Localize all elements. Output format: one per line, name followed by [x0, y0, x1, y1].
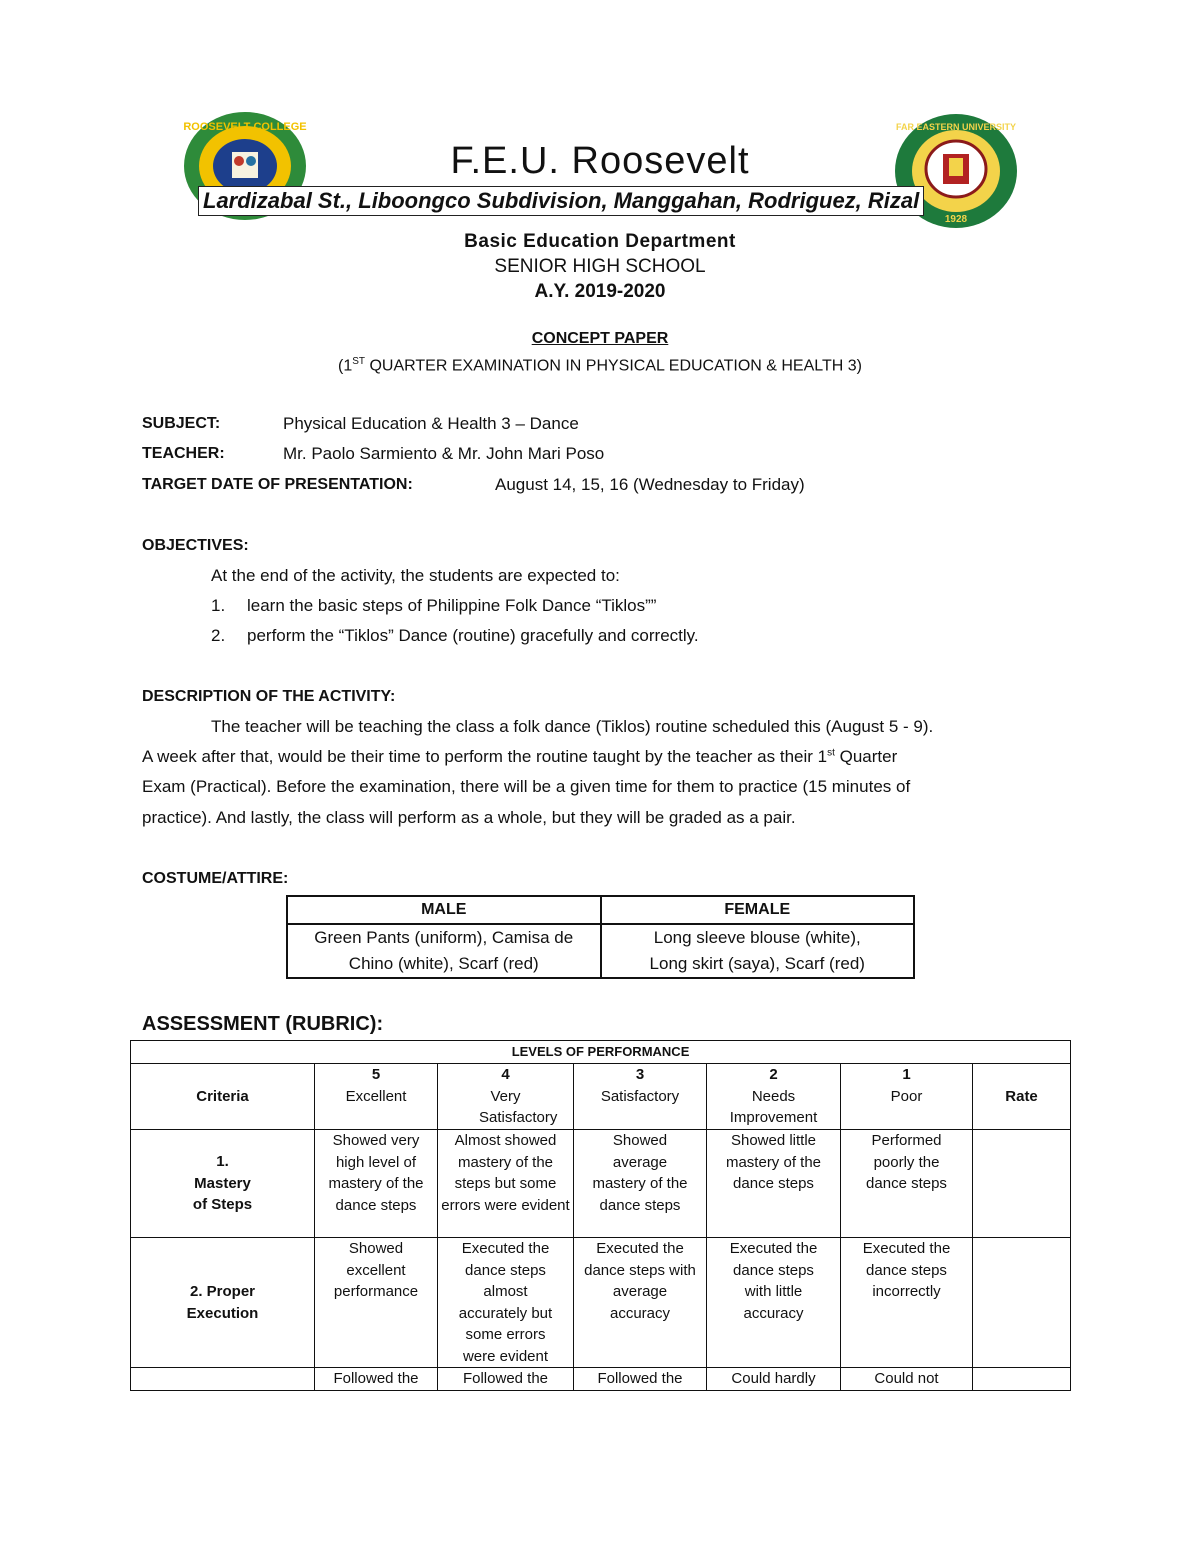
department: Basic Education Department [464, 231, 736, 252]
costume-table [286, 895, 915, 979]
left-logo-text: ROOSEVELT COLLEGE [183, 121, 307, 133]
objective-number: 2. [211, 626, 226, 645]
description-line: A week after that, would be their time to perform the routine taught by the teacher as their 1st Quarter [142, 747, 898, 766]
right-logo-text: FAR EASTERN UNIVERSITY [895, 122, 1017, 132]
rubric-cell: Performed poorly the dance steps [841, 1130, 973, 1238]
criterion-cell: 1. Mastery of Steps [131, 1130, 315, 1238]
criteria-header: Criteria [131, 1064, 315, 1130]
objectives-heading: OBJECTIVES: [142, 537, 249, 554]
school-title: F.E.U. Roosevelt [450, 140, 750, 182]
description-line: Exam (Practical). Before the examination, there will be a given time for them to practice (15 minutes of [142, 777, 911, 796]
objective-item: perform the “Tiklos” Dance (routine) gracefully and correctly. [247, 626, 699, 645]
objectives-intro: At the end of the activity, the students are expected to: [211, 566, 620, 585]
document-heading: CONCEPT PAPER [531, 330, 669, 347]
level-header: 1 Poor [841, 1064, 973, 1130]
levels-of-performance-header: LEVELS OF PERFORMANCE [131, 1041, 1071, 1064]
rubric-cell: Could not [841, 1368, 973, 1391]
academic-year: A.Y. 2019-2020 [534, 281, 666, 302]
rubric-cell: Followed the [438, 1368, 574, 1391]
male-header: MALE [287, 896, 601, 924]
teacher-value: Mr. Paolo Sarmiento & Mr. John Mari Poso [283, 444, 605, 463]
right-logo-year: 1928 [944, 214, 968, 225]
target-date-value: August 14, 15, 16 (Wednesday to Friday) [495, 475, 805, 494]
rubric-cell: Showed very high level of mastery of the dance steps [315, 1130, 438, 1238]
teacher-label: TEACHER: [142, 445, 225, 462]
description-line: practice). And lastly, the class will perform as a whole, but they will be graded as a pair. [142, 808, 796, 827]
rubric-cell: Followed the [574, 1368, 707, 1391]
rubric-cell: Executed the dance steps almost accurately but some errors were evident [438, 1238, 574, 1368]
objective-item: learn the basic steps of Philippine Folk Dance “Tiklos”” [247, 596, 657, 615]
level-header: 4 Very Satisfactory [438, 1064, 574, 1130]
rate-cell[interactable] [973, 1368, 1071, 1391]
rubric-cell: Executed the dance steps with little accuracy [707, 1238, 841, 1368]
rubric-cell: Could hardly [707, 1368, 841, 1391]
level-header: 2 Needs Improvement [707, 1064, 841, 1130]
rubric-cell: Showed average mastery of the dance steps [574, 1130, 707, 1238]
female-header: FEMALE [601, 896, 915, 924]
rubric-cell: Almost showed mastery of the steps but some errors were evident [438, 1130, 574, 1238]
subject-label: SUBJECT: [142, 415, 221, 432]
rubric-cell: Executed the dance steps incorrectly [841, 1238, 973, 1368]
target-date-label: TARGET DATE OF PRESENTATION: [142, 476, 413, 493]
rubric-cell: Showed little mastery of the dance steps [707, 1130, 841, 1238]
rubric-table [130, 1040, 1071, 1391]
level-header: 5 Excellent [315, 1064, 438, 1130]
male-attire: Green Pants (uniform), Camisa de Chino (white), Scarf (red) [287, 924, 601, 978]
rubric-cell: Executed the dance steps with average accuracy [574, 1238, 707, 1368]
description-heading: DESCRIPTION OF THE ACTIVITY: [142, 688, 396, 705]
school-level: SENIOR HIGH SCHOOL [494, 256, 706, 277]
rate-cell[interactable] [973, 1130, 1071, 1238]
rubric-cell: Followed the [315, 1368, 438, 1391]
description-line: The teacher will be teaching the class a folk dance (Tiklos) routine scheduled this (August 5 - 9). [211, 717, 934, 736]
school-address: Lardizabal St., Liboongco Subdivision, Manggahan, Rodriguez, Rizal [198, 186, 924, 216]
rate-header: Rate [973, 1064, 1071, 1130]
rate-cell[interactable] [973, 1238, 1071, 1368]
rubric-cell: Showed excellent performance [315, 1238, 438, 1368]
female-attire: Long sleeve blouse (white), Long skirt (saya), Scarf (red) [601, 924, 915, 978]
costume-heading: COSTUME/ATTIRE: [142, 870, 289, 887]
criterion-cell [131, 1368, 315, 1391]
level-header: 3 Satisfactory [574, 1064, 707, 1130]
subject-value: Physical Education & Health 3 – Dance [283, 414, 579, 433]
criterion-cell: 2. Proper Execution [131, 1238, 315, 1368]
objective-number: 1. [211, 596, 226, 615]
document-subtitle: (1ST QUARTER EXAMINATION IN PHYSICAL EDUCATION & HEALTH 3) [338, 356, 862, 375]
assessment-heading: ASSESSMENT (RUBRIC): [142, 1013, 384, 1035]
